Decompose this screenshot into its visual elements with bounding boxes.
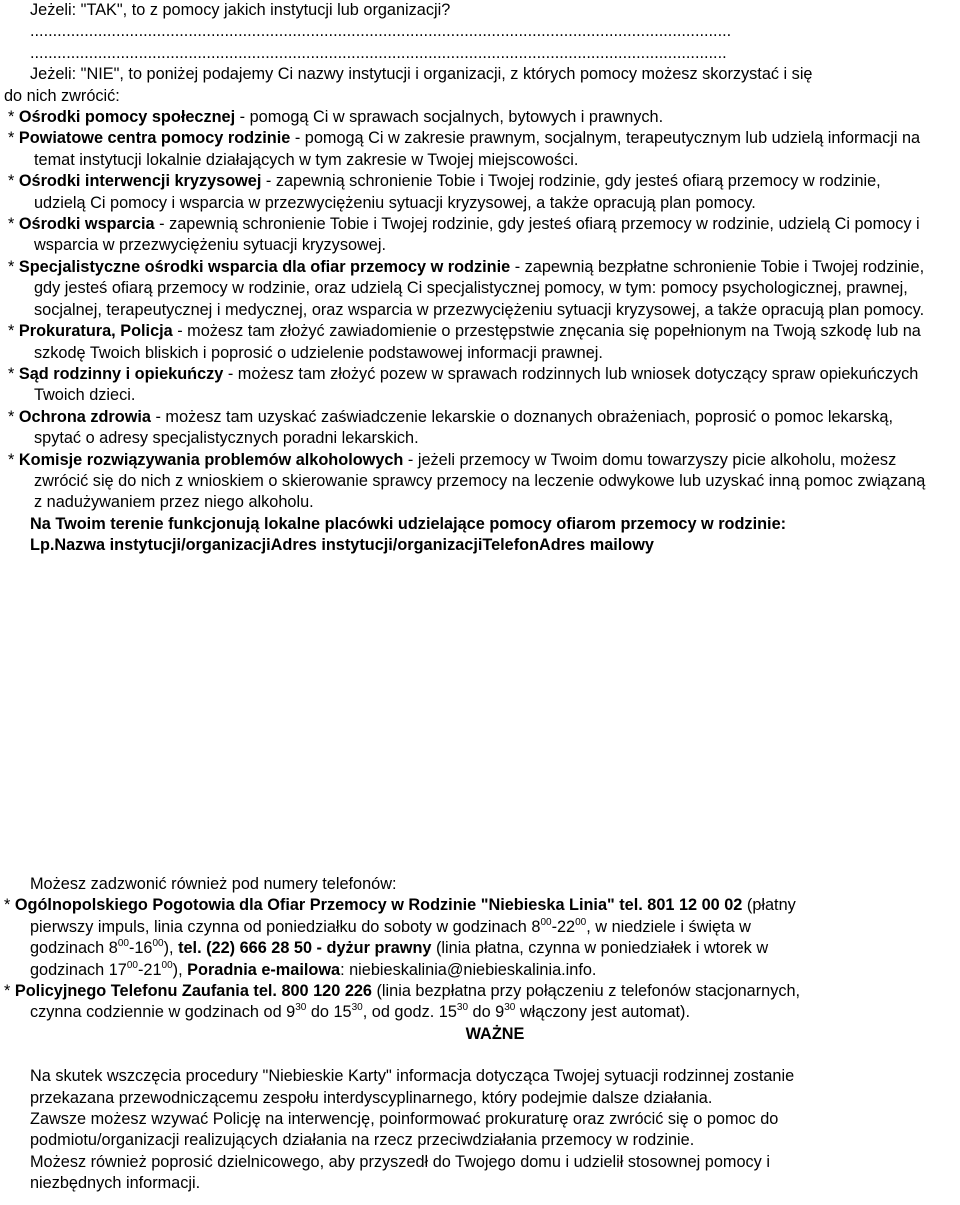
institution-description: - zapewnią schronienie Tobie i Twojej rodzinie, gdy jesteś ofiarą przemocy w rodzinie, udzielą Ci pomocy i wsparcia w przezwyciężeniu sytuacji kryzysowej, a także opracują plan pomocy.	[34, 172, 881, 212]
bullet: *	[8, 364, 19, 383]
question-yes: Jeżeli: "TAK", to z pomocy jakich instytucji lub organizacji?	[30, 1, 451, 19]
help-institutions-section	[0, 0, 960, 557]
spacer	[0, 1045, 960, 1066]
important-p2-line1: Zawsze możesz wzywać Policję na interwencję, poinformować prokuraturę oraz zwrócić się o pomoc do	[30, 1110, 779, 1129]
text: godzinach 8	[30, 939, 118, 958]
important-p3-line2: niezbędnych informacji.	[30, 1174, 201, 1193]
institution-item	[4, 450, 930, 514]
email-clinic-label: Poradnia e-mailowa	[187, 960, 341, 979]
important-heading: WAŻNE	[465, 1024, 525, 1043]
phones-intro: Możesz zadzwonić również pod numery telefonów:	[30, 875, 397, 893]
text: czynna codziennie w godzinach od 9	[30, 1003, 296, 1022]
sup: 00	[152, 938, 164, 950]
institution-item	[4, 407, 930, 450]
sup: 00	[126, 959, 138, 971]
blue-line-name: Ogólnopolskiego Pogotowia dla Ofiar Przemocy w Rodzinie "Niebieska Linia" tel. 801 12 00 02	[14, 896, 743, 915]
text: ),	[172, 960, 188, 979]
sup: 30	[295, 1002, 307, 1014]
text: do 9	[468, 1003, 505, 1022]
institution-name: Specjalistyczne ośrodki wsparcia dla ofiar przemocy w rodzinie	[18, 257, 511, 276]
institution-item	[4, 128, 930, 171]
institution-description: - pomogą Ci w zakresie prawnym, socjalnym, terapeutycznym lub udzielą informacji na temat instytucji lokalnie działających w tym zakresie w Twojej miejscowości.	[34, 129, 921, 169]
question-no-cont: do nich zwrócić:	[4, 86, 120, 105]
important-p1-line1: Na skutek wszczęcia procedury "Niebieskie Karty" informacja dotycząca Twojej sytuacji rodzinnej zostanie	[30, 1067, 795, 1086]
sup: 00	[575, 916, 587, 928]
sup: 00	[540, 916, 552, 928]
text: , w niedziele i święta w	[586, 917, 751, 936]
institution-item	[4, 214, 930, 257]
answer-dots-1: ...........................................................................................................................................................	[30, 22, 732, 41]
institution-description: - jeżeli przemocy w Twoim domu towarzyszy picie alkoholu, możesz zwrócić się do nich z wnioskiem o skierowanie sprawcy przemocy na leczenie odwykowe lub uzyskać inną pomoc związaną z nadużywaniem przez niego alkoholu.	[34, 450, 926, 512]
phone-numbers-section	[0, 874, 960, 1195]
bullet: *	[8, 215, 19, 234]
bullet: *	[8, 322, 19, 341]
text: pierwszy impuls, linia czynna od poniedziałku do soboty w godzinach 8	[30, 917, 541, 936]
facilities-table-header: Lp.Nazwa instytucji/organizacjiAdres instytucji/organizacjiTelefonAdres mailowy	[30, 536, 654, 555]
institution-item	[4, 107, 930, 128]
bullet: *	[4, 982, 15, 1001]
institution-name: Ośrodki pomocy społecznej	[18, 108, 236, 127]
sup: 30	[351, 1002, 363, 1014]
institution-name: Prokuratura, Policja	[18, 322, 173, 341]
blue-line-hours	[0, 917, 960, 938]
blue-line-phone	[0, 895, 960, 916]
institution-name: Ochrona zdrowia	[18, 407, 151, 426]
blue-line-text: (płatny	[742, 896, 796, 915]
text: do 15	[306, 1003, 352, 1022]
important-p1-line2: przekazana przewodniczącemu zespołu interdyscyplinarnego, który podejmie dalsze działania.	[30, 1088, 713, 1107]
institution-description: - możesz tam złożyć pozew w sprawach rodzinnych lub wniosek dotyczący spraw opiekuńczych Twoich dzieci.	[34, 364, 919, 405]
police-phone	[0, 981, 960, 1002]
institution-item	[4, 364, 930, 407]
text: włączony jest automat).	[515, 1003, 691, 1022]
institution-description: - pomogą Ci w sprawach socjalnych, bytowych i prawnych.	[235, 108, 664, 127]
text: -21	[138, 960, 162, 979]
local-facilities-heading: Na Twoim terenie funkcjonują lokalne placówki udzielające pomocy ofiarom przemocy w rodzinie:	[30, 514, 787, 533]
institution-description: - możesz tam złożyć zawiadomienie o przestępstwie znęcania się popełnionym na Twoją szkodę lub na szkodę Twoich bliskich i poprosić o udzielenie podstawowej informacji prawnej.	[34, 322, 921, 362]
text: (linia płatna, czynna w poniedziałek i wtorek w	[431, 939, 769, 958]
institution-description: - zapewnią bezpłatne schronienie Tobie i Twojej rodzinie, gdy jesteś ofiarą przemocy w rodzinie, oraz udzielą Ci specjalistycznej pomocy, w tym: pomocy psychologicznej, prawnej, socjalnej, terapeutycznej i medycznej, oraz wsparcia w przezwyciężeniu sytuacji kryzysowej, a także opracują plan pomocy.	[34, 257, 925, 319]
bullet: *	[8, 129, 19, 148]
institution-list	[0, 107, 930, 514]
institution-item	[4, 321, 930, 364]
text: , od godz. 15	[362, 1003, 457, 1022]
institution-item	[4, 171, 930, 214]
bullet: *	[8, 257, 19, 276]
bullet: *	[8, 450, 19, 469]
blue-line-hours-3	[0, 960, 960, 981]
blue-line-hours-2	[0, 938, 960, 959]
email-clinic-address: : niebieskalinia@niebieskalinia.info.	[340, 960, 597, 979]
bullet: *	[8, 407, 19, 426]
question-no: Jeżeli: "NIE", to poniżej podajemy Ci nazwy instytucji i organizacji, z których pomocy możesz skorzystać i się	[30, 65, 813, 84]
institution-name: Ośrodki wsparcia	[18, 215, 155, 234]
legal-duty-phone: tel. (22) 666 28 50 - dyżur prawny	[178, 939, 432, 958]
answer-dots-2: ..........................................................................................................................................................	[30, 43, 727, 62]
bullet: *	[8, 108, 19, 127]
sup: 30	[456, 1002, 469, 1014]
text: godzinach 17	[30, 960, 127, 979]
institution-description: - możesz tam uzyskać zaświadczenie lekarskie o doznanych obrażeniach, poprosić o pomoc lekarską, spytać o adresy specjalistycznych poradni lekarskich.	[34, 407, 894, 448]
institution-name: Ośrodki interwencji kryzysowej	[18, 172, 262, 191]
text: ),	[163, 939, 179, 958]
police-phone-name: Policyjnego Telefonu Zaufania tel. 800 120 226	[14, 982, 372, 1001]
sup: 30	[504, 1002, 516, 1014]
important-p2-line2: podmiotu/organizacji realizujących działania na rzecz przeciwdziałania przemocy w rodzinie.	[30, 1131, 695, 1150]
institution-name: Sąd rodzinny i opiekuńczy	[18, 364, 224, 383]
bullet: *	[4, 896, 15, 915]
police-phone-text: (linia bezpłatna przy połączeniu z telefonów stacjonarnych,	[371, 982, 801, 1001]
institution-name: Komisje rozwiązywania problemów alkoholowych	[18, 450, 404, 469]
police-phone-hours	[0, 1002, 960, 1023]
text: -16	[128, 939, 153, 958]
sup: 00	[161, 959, 173, 971]
institution-item	[4, 257, 930, 321]
institution-name: Powiatowe centra pomocy rodzinie	[18, 129, 291, 148]
institution-description: - zapewnią schronienie Tobie i Twojej rodzinie, gdy jesteś ofiarą przemocy w rodzinie, udzielą Ci pomocy i wsparcia w przezwyciężeniu sytuacji kryzysowej.	[34, 215, 920, 255]
sup: 00	[117, 938, 129, 950]
important-p3-line1: Możesz również poprosić dzielnicowego, aby przyszedł do Twojego domu i udzielił stosownej pomocy i	[30, 1152, 770, 1171]
bullet: *	[8, 172, 19, 191]
text: -22	[551, 917, 576, 936]
